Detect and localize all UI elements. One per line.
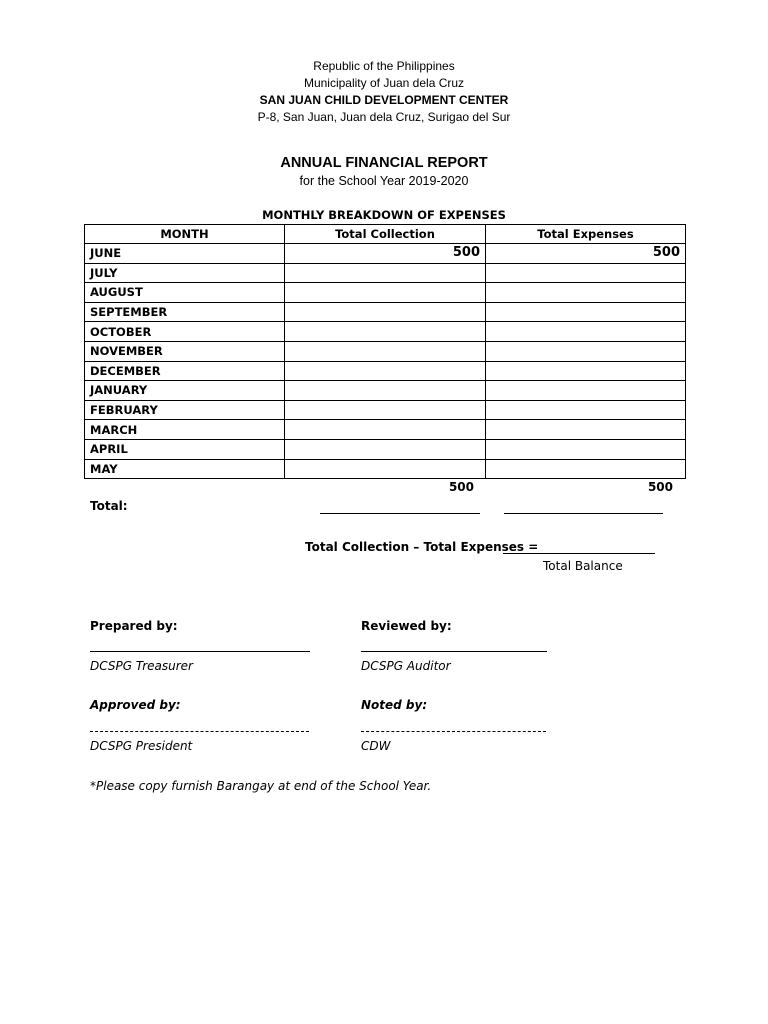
reviewed-role: DCSPG Auditor bbox=[361, 659, 451, 673]
table-row bbox=[85, 381, 686, 401]
collection-cell bbox=[285, 361, 486, 381]
expenses-table bbox=[84, 224, 686, 479]
expenses-cell bbox=[486, 420, 686, 440]
month-cell: DECEMBER bbox=[85, 361, 285, 381]
collection-cell bbox=[285, 420, 486, 440]
month-cell: FEBRUARY bbox=[85, 400, 285, 420]
report-title: ANNUAL FINANCIAL REPORT bbox=[280, 155, 488, 171]
table-row bbox=[85, 263, 686, 283]
column-header-collection: Total Collection bbox=[285, 225, 486, 244]
table-row bbox=[85, 420, 686, 440]
prepared-by-label: Prepared by: bbox=[90, 619, 178, 633]
noted-signature-line bbox=[361, 731, 546, 732]
footnote: *Please copy furnish Barangay at end of the School Year. bbox=[90, 779, 432, 793]
table-row bbox=[85, 400, 686, 420]
month-cell: AUGUST bbox=[85, 283, 285, 303]
expenses-total: 500 bbox=[647, 480, 673, 494]
expenses-cell bbox=[486, 459, 686, 479]
month-cell: MARCH bbox=[85, 420, 285, 440]
header-address: P-8, San Juan, Juan dela Cruz, Surigao del Sur bbox=[257, 110, 511, 124]
balance-formula: Total Collection – Total Expenses = bbox=[305, 540, 539, 554]
month-cell: MAY bbox=[85, 459, 285, 479]
header-center-name: SAN JUAN CHILD DEVELOPMENT CENTER bbox=[259, 93, 509, 107]
table-row bbox=[85, 459, 686, 479]
report-subtitle: for the School Year 2019-2020 bbox=[299, 174, 469, 188]
table-row bbox=[85, 341, 686, 361]
month-cell: APRIL bbox=[85, 439, 285, 459]
expenses-cell bbox=[486, 302, 686, 322]
noted-role: CDW bbox=[361, 739, 391, 753]
table-row bbox=[85, 322, 686, 342]
expenses-cell bbox=[486, 341, 686, 361]
collection-cell bbox=[285, 400, 486, 420]
table-row bbox=[85, 361, 686, 381]
month-cell: JULY bbox=[85, 263, 285, 283]
expenses-cell bbox=[486, 361, 686, 381]
balance-line bbox=[503, 553, 655, 554]
collection-cell: 500 bbox=[285, 244, 486, 264]
collection-cell bbox=[285, 381, 486, 401]
collection-cell bbox=[285, 322, 486, 342]
month-cell: NOVEMBER bbox=[85, 341, 285, 361]
collection-cell bbox=[285, 302, 486, 322]
table-row bbox=[85, 302, 686, 322]
month-cell: JANUARY bbox=[85, 381, 285, 401]
collection-total: 500 bbox=[448, 480, 474, 494]
expenses-cell bbox=[486, 381, 686, 401]
header-municipality: Municipality of Juan dela Cruz bbox=[303, 76, 465, 90]
expenses-cell bbox=[486, 400, 686, 420]
expenses-cell bbox=[486, 439, 686, 459]
collection-cell bbox=[285, 341, 486, 361]
expenses-cell bbox=[486, 283, 686, 303]
table-caption: MONTHLY BREAKDOWN OF EXPENSES bbox=[262, 208, 506, 222]
collection-cell bbox=[285, 263, 486, 283]
column-header-month: MONTH bbox=[85, 225, 285, 244]
expenses-cell: 500 bbox=[486, 244, 686, 264]
collection-cell bbox=[285, 283, 486, 303]
collection-cell bbox=[285, 459, 486, 479]
expenses-cell bbox=[486, 263, 686, 283]
reviewed-signature-line bbox=[361, 651, 547, 652]
month-cell: SEPTEMBER bbox=[85, 302, 285, 322]
noted-by-label: Noted by: bbox=[361, 698, 428, 712]
balance-label: Total Balance bbox=[543, 559, 623, 573]
table-row bbox=[85, 439, 686, 459]
prepared-signature-line bbox=[90, 651, 310, 652]
approved-by-label: Approved by: bbox=[90, 698, 181, 712]
table-row bbox=[85, 244, 686, 264]
table-row bbox=[85, 283, 686, 303]
expenses-total-line bbox=[504, 513, 663, 514]
month-cell: JUNE bbox=[85, 244, 285, 264]
expenses-cell bbox=[486, 322, 686, 342]
approved-role: DCSPG President bbox=[90, 739, 193, 753]
collection-total-line bbox=[320, 513, 480, 514]
prepared-role: DCSPG Treasurer bbox=[90, 659, 193, 673]
month-cell: OCTOBER bbox=[85, 322, 285, 342]
collection-cell bbox=[285, 439, 486, 459]
header-republic: Republic of the Philippines bbox=[313, 59, 455, 73]
table-header-row bbox=[85, 225, 686, 244]
approved-signature-line bbox=[90, 731, 309, 732]
total-label: Total: bbox=[90, 499, 128, 513]
reviewed-by-label: Reviewed by: bbox=[361, 619, 452, 633]
column-header-expenses: Total Expenses bbox=[486, 225, 686, 244]
